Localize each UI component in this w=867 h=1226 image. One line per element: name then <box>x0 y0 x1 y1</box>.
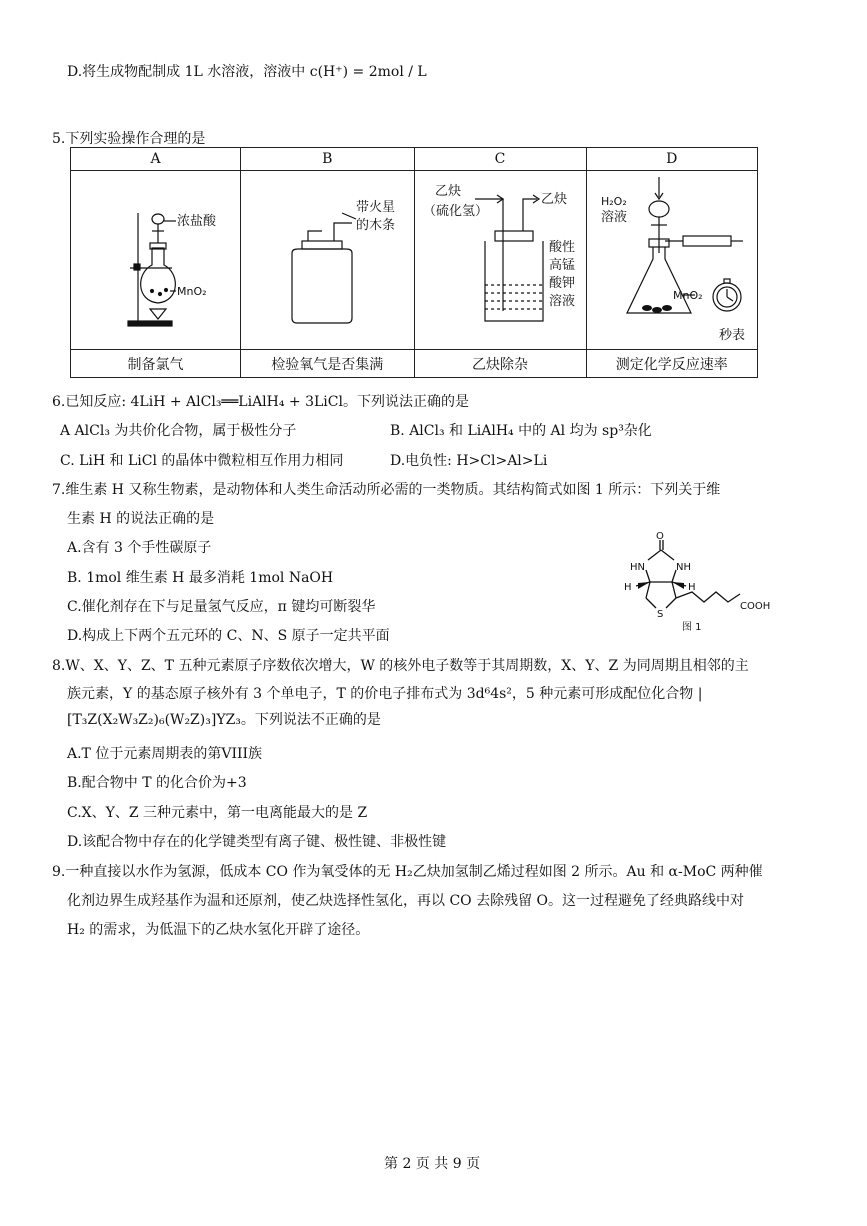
q8-stem-line2: 族元素，Y 的基态原子核外有 3 个单电子，T 的价电子排布式为 3d⁶4s²，5 种元素可形成配位化合物 | <box>67 686 703 702</box>
apparatus-c <box>414 171 586 350</box>
q8-stem-line1: 8.W、X、Y、Z、T 五种元素原子序数依次增大，W 的核外电子数等于其周期数，X、Y、Z 为同周期且相邻的主 <box>52 658 749 674</box>
label-conc-hcl: 浓盐酸 <box>176 214 216 229</box>
q6-stem: 6.已知反应: 4LiH + AlCl₃══LiAlH₄ + 3LiCl。下列说法正确的是 <box>52 394 469 410</box>
page-number-footer: 第 2 页 共 9 页 <box>384 1156 481 1172</box>
apparatus-d <box>586 171 758 350</box>
rate-measurement-diagram <box>587 173 757 343</box>
apparatus-b <box>241 171 415 350</box>
q6-option-d: D.电负性: H>Cl>Al>Li <box>390 453 548 469</box>
col-b-header: B <box>241 148 415 171</box>
caption-b: 检验氧气是否集满 <box>241 350 415 378</box>
col-a-header: A <box>71 148 241 171</box>
atom-hn: HN <box>630 562 645 573</box>
label-mno2-a: MnO₂ <box>176 285 207 298</box>
figure-1-caption: 图 1 <box>682 622 702 633</box>
apparatus-a <box>71 171 241 350</box>
oxygen-test-diagram <box>242 173 412 343</box>
q6-option-c: C. LiH 和 LiCl 的晶体中微粒相互作用力相同 <box>60 453 344 469</box>
atom-s: S <box>657 609 664 620</box>
col-c-header: C <box>414 148 586 171</box>
label-h2o2: H₂O₂ <box>600 195 627 208</box>
group-cooh: COOH <box>740 601 771 612</box>
label-kmno4-3: 酸钾 <box>549 276 576 291</box>
q7-option-d: D.构成上下两个五元环的 C、N、S 原子一定共平面 <box>67 628 390 644</box>
atom-nh: NH <box>676 562 691 573</box>
label-acetylene-out: 乙炔 <box>541 192 568 207</box>
atom-o: O <box>656 531 664 542</box>
q6-option-b: B. AlCl₃ 和 LiAlH₄ 中的 Al 均为 sp³杂化 <box>390 423 652 439</box>
q8-option-a: A.T 位于元素周期表的第VIII族 <box>67 746 263 762</box>
q7-option-c: C.催化剂存在下与足量氢气反应，π 键均可断裂华 <box>67 599 376 615</box>
q6-option-a: A AlCl₃ 为共价化合物，属于极性分子 <box>60 423 297 439</box>
label-splint-2: 的木条 <box>356 218 396 233</box>
caption-d: 测定化学反应速率 <box>586 350 758 378</box>
q9-line2: 化剂边界生成羟基作为温和还原剂，使乙炔选择性氢化，再以 CO 去除残留 O。这一过程避免了经典路线中对 <box>67 893 745 909</box>
caption-c: 乙炔除杂 <box>414 350 586 378</box>
q9-line1: 9.一种直接以水作为氢源，低成本 CO 作为氧受体的无 H₂乙炔加氢制乙烯过程如图 2 所示。Au 和 α-MoC 两种催 <box>52 864 763 880</box>
q7-stem-line2: 生素 H 的说法正确的是 <box>67 511 215 527</box>
col-d-header: D <box>586 148 758 171</box>
q5-stem: 5.下列实验操作合理的是 <box>52 131 206 147</box>
label-kmno4-4: 溶液 <box>549 294 576 309</box>
q7-option-b: B. 1mol 维生素 H 最多消耗 1mol NaOH <box>67 570 334 586</box>
label-acetylene-in: 乙炔 <box>435 184 462 199</box>
caption-a: 制备氯气 <box>71 350 241 378</box>
q8-option-c: C.X、Y、Z 三种元素中，第一电离能最大的是 Z <box>67 805 368 821</box>
q5-experiment-table <box>70 147 758 378</box>
q7-stem-line1: 7.维生素 H 又称生物素，是动物体和人类生命活动所必需的一类物质。其结构简式如图 1 所示：下列关于维 <box>52 482 721 498</box>
label-kmno4-2: 高锰 <box>549 258 576 273</box>
label-stopwatch: 秒表 <box>718 328 745 343</box>
q8-option-d: D.该配合物中存在的化学键类型有离子键、极性键、非极性键 <box>67 834 447 850</box>
purification-diagram <box>415 173 585 343</box>
atom-h-left: H <box>624 582 632 593</box>
label-h2o2-solution: 溶液 <box>600 210 627 225</box>
chlorine-apparatus-diagram <box>72 173 240 343</box>
label-kmno4-1: 酸性 <box>549 240 576 255</box>
q7-option-a: A.含有 3 个手性碳原子 <box>67 540 212 556</box>
q9-line3: H₂ 的需求，为低温下的乙炔水氢化开辟了途径。 <box>67 922 370 938</box>
biotin-structure-figure <box>612 530 782 635</box>
label-h2s: （硫化氢） <box>423 204 489 219</box>
q8-option-b: B.配合物中 T 的化合价为+3 <box>67 775 247 791</box>
label-mno2-d: MnO₂ <box>672 289 703 302</box>
q4-option-d: D.将生成物配制成 1L 水溶液，溶液中 c(H⁺) = 2mol / L <box>67 64 427 80</box>
atom-h-right: H <box>688 582 696 593</box>
label-splint-1: 带火星 <box>356 200 396 215</box>
q8-stem-line3: [T₃Z(X₂W₃Z₂)₆(W₂Z)₃]YZ₃。下列说法不正确的是 <box>67 712 381 728</box>
